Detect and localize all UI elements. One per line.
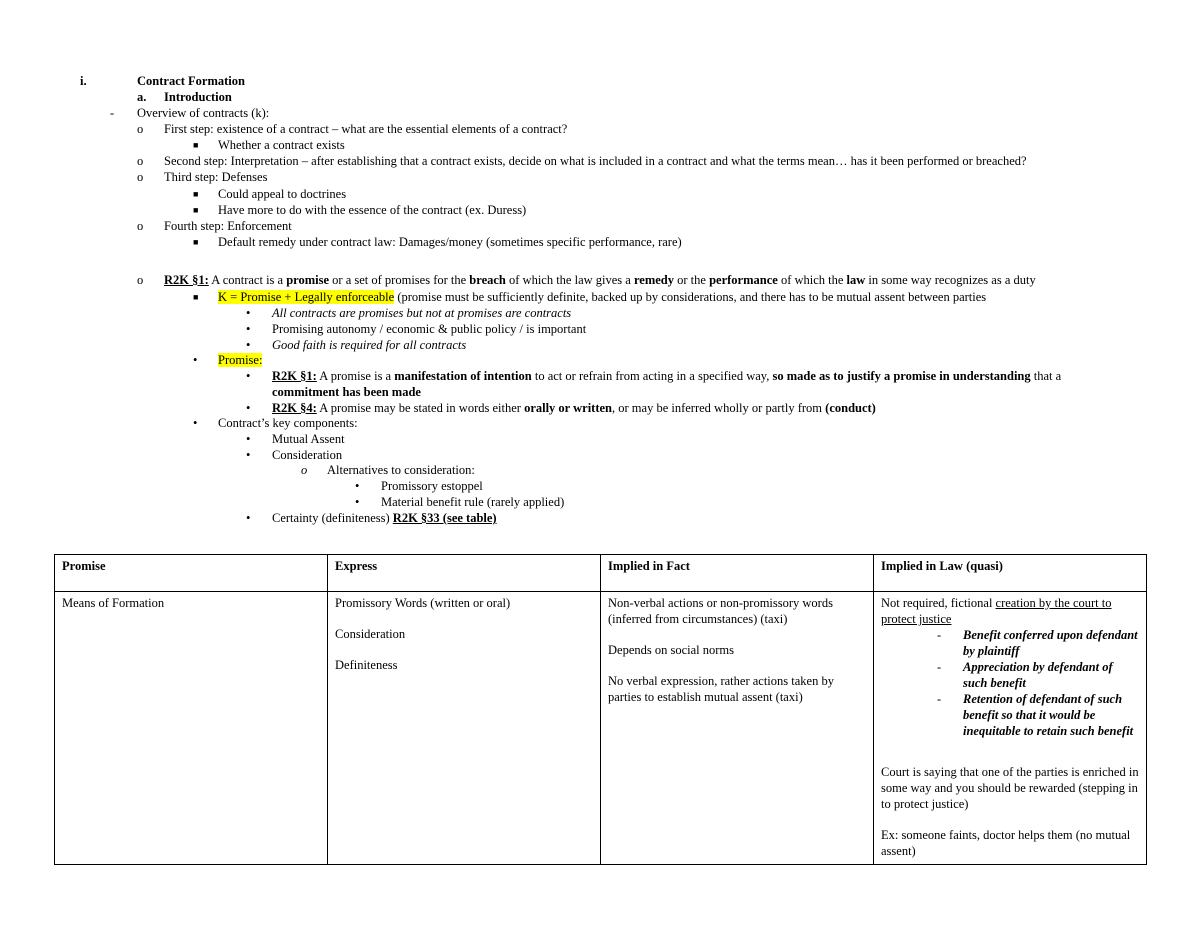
k-sub2: Promising autonomy / economic & public policy / is important xyxy=(272,322,587,336)
circle-bullet: o xyxy=(301,463,308,477)
row-label-cell: Means of Formation xyxy=(55,592,328,865)
list-item: - Appreciation by defendant of such benefit xyxy=(963,659,1139,691)
second-step: Second step: Interpretation – after establishing that a contract exists, decide on what is included in a contract and what the terms mean… has it been performed or breached? xyxy=(164,154,1027,168)
disc-bullet: • xyxy=(246,432,251,446)
implied-fact-cell: Non-verbal actions or non-promissory words (inferred from circumstances) (taxi) Depends on social norms No verbal expression, rather actions taken by parties to establish mutual assent (taxi) xyxy=(601,592,874,865)
disc-bullet: • xyxy=(246,338,251,352)
disc-bullet: • xyxy=(246,448,251,462)
first-step-sub: Whether a contract exists xyxy=(218,138,345,152)
circle-bullet: o xyxy=(137,170,144,184)
disc-bullet: • xyxy=(246,401,251,415)
circle-bullet: o xyxy=(137,122,144,136)
third-step-sub1: Could appeal to doctrines xyxy=(218,187,347,201)
subsection-heading: Introduction xyxy=(164,90,232,104)
k-formula: K = Promise + Legally enforceable (promise must be sufficiently definite, backed up by considerations, and there has to be mutual assent between parties xyxy=(218,290,987,304)
components-line: Contract’s key components: xyxy=(218,416,358,430)
square-bullet: ■ xyxy=(193,292,199,302)
alt-material-benefit: Material benefit rule (rarely applied) xyxy=(381,495,565,509)
table-header-cell: Express xyxy=(328,555,601,592)
r2k-1-contract-definition: R2K §1: A contract is a promise or a set of promises for the breach of which the law gives a remedy or the performance of which the law in some way recognizes as a duty xyxy=(164,273,1036,287)
fourth-step: Fourth step: Enforcement xyxy=(164,219,292,233)
component-mutual-assent: Mutual Assent xyxy=(272,432,345,446)
disc-bullet: • xyxy=(193,416,198,430)
express-cell: Promissory Words (written or oral) Consideration Definiteness xyxy=(328,592,601,865)
table-header-cell: Implied in Law (quasi) xyxy=(874,555,1147,592)
r2k-1-promise-definition-cont: commitment has been made xyxy=(272,385,421,399)
promise-table xyxy=(54,554,1147,865)
implied-law-cell: Not required, fictional creation by the court to protect justice - Benefit conferred upon defendant by plaintiff - Appreciation by defendant of such benefit - Retention of defendant of such benefit so that it would be inequitable to retain such benefit Court is saying that one of the parties is enriched in some way and you should be rewarded (stepping in to protect justice) Ex: someone faints, doctor helps them (no mutual assent) xyxy=(874,592,1147,865)
table-row xyxy=(55,592,1147,865)
k-sub3: Good faith is required for all contracts xyxy=(272,338,467,352)
highlighted-formula: K = Promise + Legally enforceable xyxy=(218,290,395,304)
disc-bullet: • xyxy=(355,479,360,493)
list-item: - Retention of defendant of such benefit so that it would be inequitable to retain such benefit xyxy=(963,691,1139,739)
third-step: Third step: Defenses xyxy=(164,170,268,184)
overview-line: Overview of contracts (k): xyxy=(137,106,270,120)
first-step: First step: existence of a contract – what are the essential elements of a contract? xyxy=(164,122,568,136)
r2k-1-promise-definition: R2K §1: A promise is a manifestation of intention to act or refrain from acting in a specified way, so made as to justify a promise in understanding that a xyxy=(272,369,1062,383)
section-heading: Contract Formation xyxy=(137,74,245,88)
circle-bullet: o xyxy=(137,219,144,233)
table-header-cell: Promise xyxy=(55,555,328,592)
r2k-1-cite: R2K §1: xyxy=(164,273,209,287)
k-sub1: All contracts are promises but not at promises are contracts xyxy=(272,306,572,320)
implied-law-bullets xyxy=(881,627,1139,739)
r2k-33-cite: R2K §33 (see table) xyxy=(392,511,497,525)
dash-bullet: - xyxy=(110,106,115,120)
list-item: - Benefit conferred upon defendant by plaintiff xyxy=(963,627,1139,659)
outline-numeral: i. xyxy=(80,74,87,88)
disc-bullet: • xyxy=(355,495,360,509)
disc-bullet: • xyxy=(246,322,251,336)
square-bullet: ■ xyxy=(193,237,199,247)
circle-bullet: o xyxy=(137,273,144,287)
third-step-sub2: Have more to do with the essence of the contract (ex. Duress) xyxy=(218,203,527,217)
disc-bullet: • xyxy=(193,353,198,367)
alternatives-line: Alternatives to consideration: xyxy=(327,463,475,477)
fourth-step-sub: Default remedy under contract law: Damages/money (sometimes specific performance, rare) xyxy=(218,235,682,249)
r2k-4-line: R2K §4: A promise may be stated in words either orally or written, or may be inferred wholly or partly from (conduct) xyxy=(272,401,876,415)
circle-bullet: o xyxy=(137,154,144,168)
square-bullet: ■ xyxy=(193,140,199,150)
alt-promissory-estoppel: Promissory estoppel xyxy=(381,479,483,493)
table-header-cell: Implied in Fact xyxy=(601,555,874,592)
table-header-row xyxy=(55,555,1147,592)
disc-bullet: • xyxy=(246,306,251,320)
disc-bullet: • xyxy=(246,511,251,525)
promise-label: Promise: xyxy=(218,353,263,367)
component-consideration: Consideration xyxy=(272,448,343,462)
square-bullet: ■ xyxy=(193,189,199,199)
subsection-letter: a. xyxy=(137,90,147,104)
component-certainty: Certainty (definiteness) R2K §33 (see table) xyxy=(272,511,497,525)
disc-bullet: • xyxy=(246,369,251,383)
square-bullet: ■ xyxy=(193,205,199,215)
